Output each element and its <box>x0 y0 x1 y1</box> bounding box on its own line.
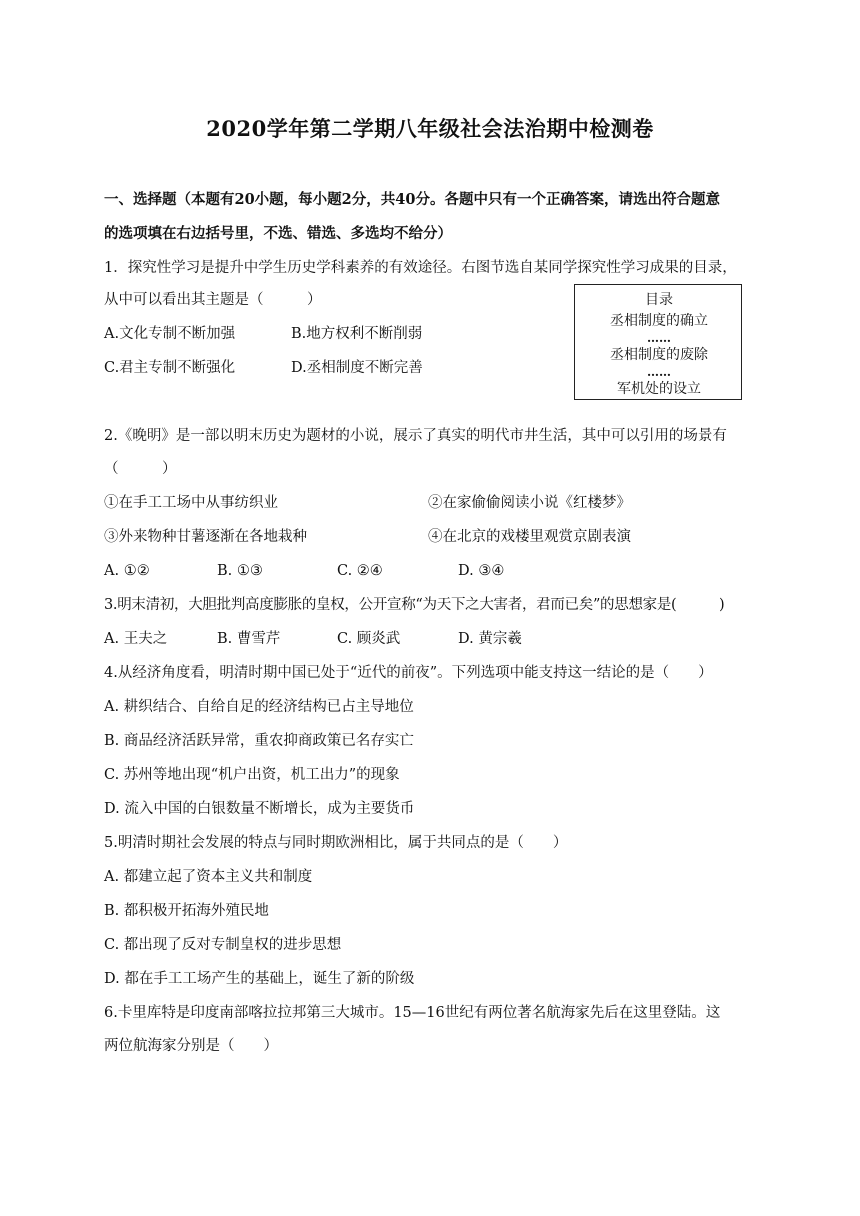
q1-option-b: B.地方权利不断削弱 <box>291 326 423 342</box>
q2-stem-line-1: 2.《晚明》是一部以明末历史为题材的小说，展示了真实的明代市井生活，其中可以引用的场景有 <box>104 428 727 444</box>
q4-stem-line-1: 4.从经济角度看，明清时期中国已处于“近代的前夜”。下列选项中能支持这一结论的是（ ） <box>104 665 713 681</box>
q6-stem-line-2: 两位航海家分别是（ ） <box>104 1038 278 1054</box>
q2-option-d: D. ③④ <box>458 563 505 579</box>
q2-item-1: ①在手工工场中从事纺织业 <box>104 495 278 511</box>
q2-stem-line-2: （ ） <box>104 461 177 477</box>
q5-option-d: D. 都在手工工场产生的基础上，诞生了新的阶级 <box>104 971 415 987</box>
q1-stem-line-2: 从中可以看出其主题是（ ） <box>104 292 322 308</box>
q3-stem-line-1: 3.明末清初，大胆批判高度膨胀的皇权，公开宣称“为天下之大害者，君而已矣”的思想家是( ) <box>104 597 725 613</box>
q1-stem-line-1: 1．探究性学习是提升中学生历史学科素养的有效途径。右图节选自某同学探究性学习成果的目录， <box>104 260 737 276</box>
q5-option-b: B. 都积极开拓海外殖民地 <box>104 903 269 919</box>
q2-option-a: A. ①② <box>104 563 150 579</box>
q2-item-3: ③外来物种甘薯逐渐在各地栽种 <box>104 529 307 545</box>
toc-item-3: 军机处的设立 <box>617 381 701 397</box>
q3-option-a: A. 王夫之 <box>104 631 168 647</box>
q4-option-b: B. 商品经济活跃异常，重农抑商政策已名存实亡 <box>104 733 414 749</box>
page-title: 2020学年第二学期八年级社会法治期中检测卷 <box>206 116 654 141</box>
q2-item-4: ④在北京的戏楼里观赏京剧表演 <box>428 529 631 545</box>
q2-option-b: B. ①③ <box>217 563 263 579</box>
toc-heading: 目录 <box>645 292 673 308</box>
q3-option-d: D. 黄宗羲 <box>458 631 522 647</box>
q2-item-2: ②在家偷偷阅读小说《红楼梦》 <box>428 495 631 511</box>
q5-option-a: A. 都建立起了资本主义共和制度 <box>104 869 313 885</box>
q1-option-d: D.丞相制度不断完善 <box>291 360 423 376</box>
section-instructions-line-2: 的选项填在右边括号里，不选、错选、多选均不给分） <box>104 225 452 242</box>
toc-ellipsis-1: …… <box>647 331 671 345</box>
q6-stem-line-1: 6.卡里库特是印度南部喀拉拉邦第三大城市。15—16世纪有两位著名航海家先后在这里登陆。这 <box>104 1005 721 1021</box>
q1-option-a: A.文化专制不断加强 <box>104 326 236 342</box>
toc-ellipsis-2: …… <box>647 365 671 379</box>
q4-option-d: D. 流入中国的白银数量不断增长，成为主要货币 <box>104 801 415 817</box>
q4-option-a: A. 耕织结合、自给自足的经济结构已占主导地位 <box>104 699 414 715</box>
q4-option-c: C. 苏州等地出现“机户出资，机工出力”的现象 <box>104 767 400 783</box>
table-of-contents-box <box>574 284 742 400</box>
toc-item-2: 丞相制度的废除 <box>610 347 708 363</box>
q5-option-c: C. 都出现了反对专制皇权的进步思想 <box>104 937 342 953</box>
section-instructions-line-1: 一、选择题（本题有20小题，每小题2分，共40分。各题中只有一个正确答案，请选出符合题意 <box>104 191 720 208</box>
q3-option-b: B. 曹雪芹 <box>217 631 281 647</box>
q1-option-c: C.君主专制不断强化 <box>104 360 236 376</box>
toc-item-1: 丞相制度的确立 <box>610 313 708 329</box>
q3-option-c: C. 顾炎武 <box>337 631 401 647</box>
q2-option-c: C. ②④ <box>337 563 383 579</box>
q5-stem-line-1: 5.明清时期社会发展的特点与同时期欧洲相比，属于共同点的是（ ） <box>104 835 568 851</box>
